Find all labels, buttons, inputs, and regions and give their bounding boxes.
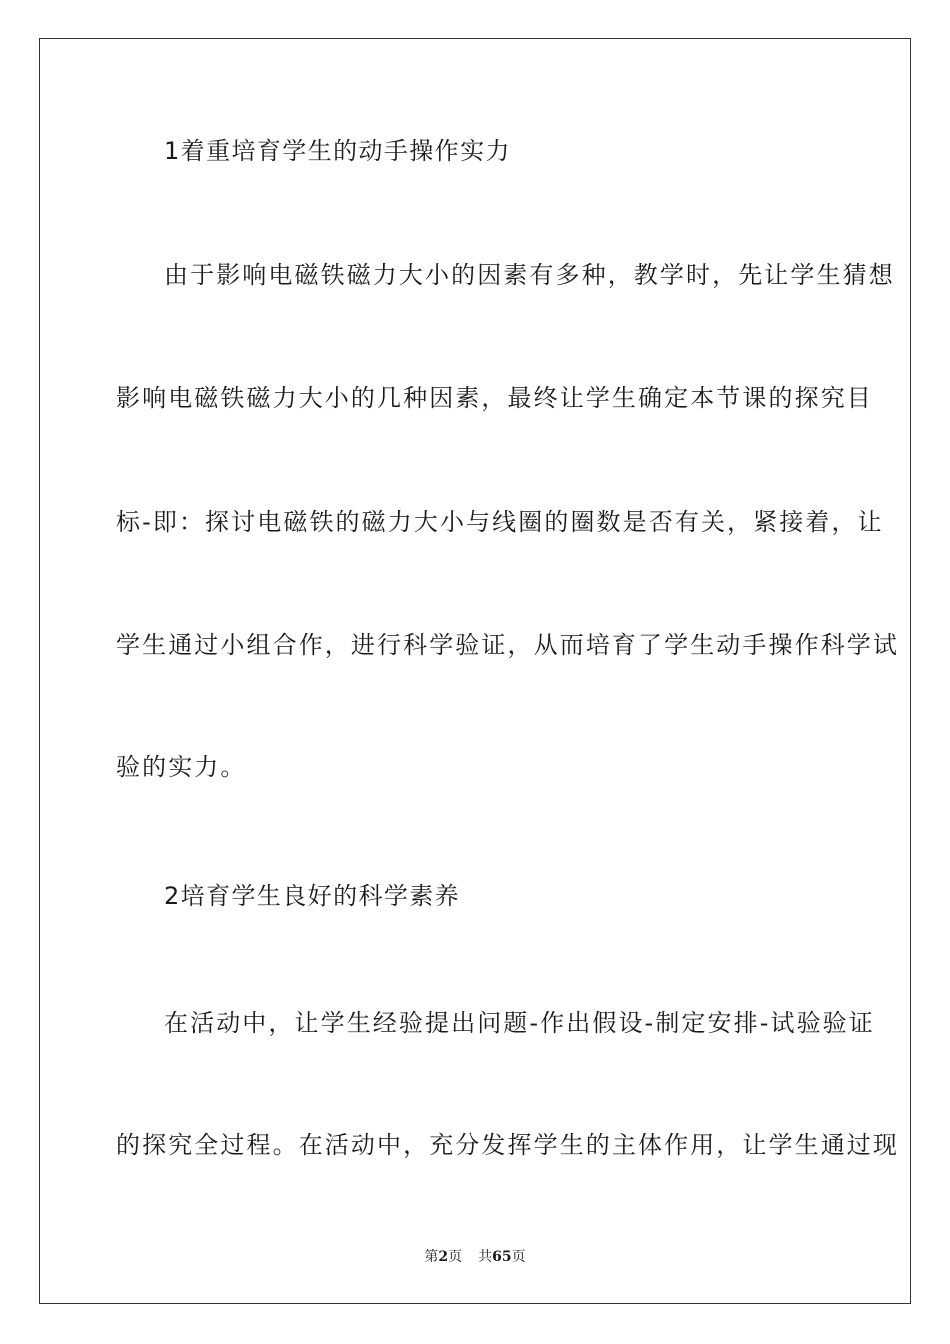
footer-page-number: 2 [438,1249,449,1265]
paragraph-line: 验的实力。 [116,753,247,781]
paragraph-line: 由于影响电磁铁磁力大小的因素有多种，教学时，先让学生猜想 [164,261,895,289]
section-heading-2: 2培育学生良好的科学素养 [164,882,461,910]
footer-page-prefix: 第 [424,1249,439,1265]
page-frame [39,38,911,1304]
paragraph-line: 的探究全过程。在活动中，充分发挥学生的主体作用，让学生通过现 [116,1131,899,1159]
footer-total-prefix: 共 [478,1249,493,1265]
paragraph-line: 学生通过小组合作，进行科学验证，从而培育了学生动手操作科学试 [116,631,899,659]
paragraph-line: 在活动中，让学生经验提出问题-作出假设-制定安排-试验验证 [164,1009,875,1037]
footer-page-suffix: 页 [448,1249,463,1265]
footer-total-suffix: 页 [511,1249,526,1265]
section-heading-1: 1着重培育学生的动手操作实力 [164,137,511,165]
footer-total-pages: 65 [492,1249,512,1265]
page-footer [0,1248,950,1266]
paragraph-line: 影响电磁铁磁力大小的几种因素，最终让学生确定本节课的探究目 [116,384,873,412]
paragraph-line: 标-即：探讨电磁铁的磁力大小与线圈的圈数是否有关，紧接着，让 [116,508,884,536]
